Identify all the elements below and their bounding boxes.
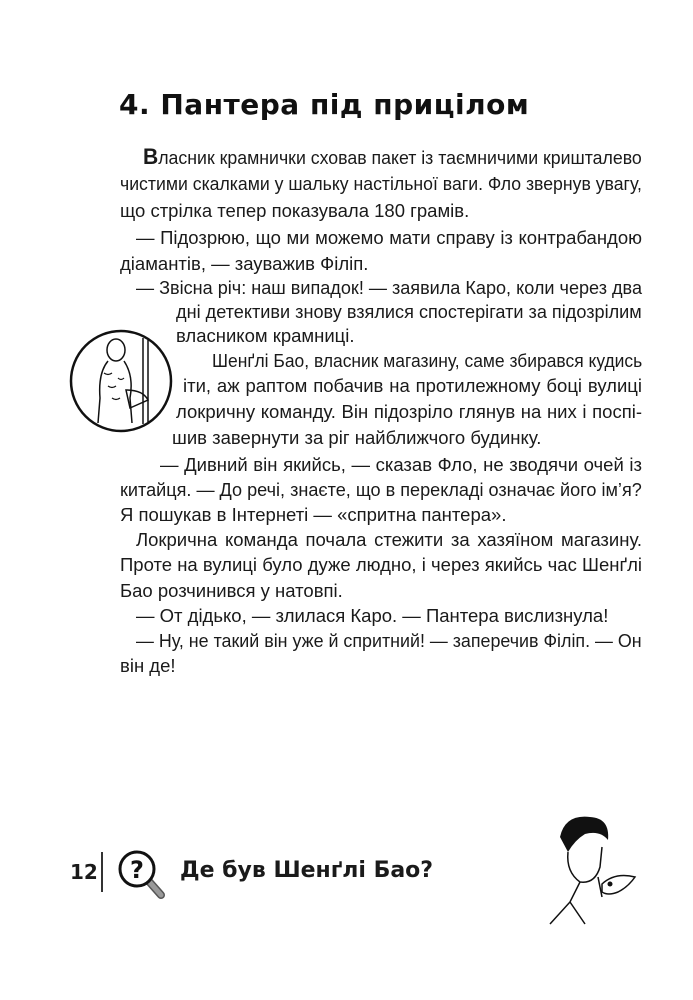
text-line: власником крамниці. bbox=[176, 325, 355, 346]
text-line: Локрична команда почала стежити за хазяїном магазину. bbox=[136, 529, 642, 550]
drop-cap: В bbox=[143, 144, 159, 169]
text-line: — От дідько, — злилася Каро. — Пантера вислизнула! bbox=[136, 605, 609, 626]
text-line: Шенґлі Бао, власник магазину, саме збирався кудись bbox=[212, 350, 643, 371]
magnifier-question-icon bbox=[116, 848, 166, 900]
text-line: — Ну, не такий він уже й спритний! — заперечив Філіп. — Он bbox=[136, 630, 642, 651]
text-line: Я пошукав в Інтернеті — «спритна пантера». bbox=[120, 504, 507, 525]
text-line: іти, аж раптом побачив на протилежному боці вулиці bbox=[183, 375, 642, 396]
text-line: китайця. — До речі, знаєте, що в перекладі означає його ім’я? bbox=[120, 479, 642, 500]
text-line bbox=[143, 144, 642, 169]
text-line: Проте на вулиці було дуже людно, і через якийсь час Шенґлі bbox=[120, 554, 642, 575]
page-number: 12 bbox=[70, 860, 98, 884]
text-line: він де! bbox=[120, 655, 176, 676]
text-line: локричну команду. Він підозріло глянув на них і поспі- bbox=[176, 401, 642, 422]
text-line: Бао розчинився у натовпі. bbox=[120, 580, 343, 601]
detective-boy-illustration bbox=[540, 812, 645, 927]
shop-owner-illustration bbox=[68, 328, 174, 434]
chapter-title: 4. Пантера під прицілом bbox=[119, 88, 530, 121]
text-line: дні детективи знову взялися спостерігати за підозрілим bbox=[176, 301, 642, 322]
text-line: що стрілка тепер показувала 180 грамів. bbox=[120, 200, 470, 221]
text-line: — Підозрюю, що ми можемо мати справу із контрабандою bbox=[136, 227, 642, 248]
text-line: — Звісна річ: наш випадок! — заявила Каро, коли через два bbox=[136, 277, 642, 298]
divider bbox=[101, 852, 103, 892]
text-line: шив завернути за ріг найближчого будинку. bbox=[172, 427, 542, 448]
text-line: чистими скалками у шальку настільної ваги. Фло звернув увагу, bbox=[120, 173, 642, 194]
text-span: ласник крамнички сховав пакет із таємничими кришталево bbox=[158, 147, 642, 168]
svg-text:?: ? bbox=[130, 856, 144, 884]
question-text: Де був Шенґлі Бао? bbox=[180, 858, 434, 883]
text-line: — Дивний він якийсь, — сказав Фло, не зводячи очей із bbox=[160, 454, 642, 475]
text-line: діамантів, — зауважив Філіп. bbox=[120, 253, 369, 274]
